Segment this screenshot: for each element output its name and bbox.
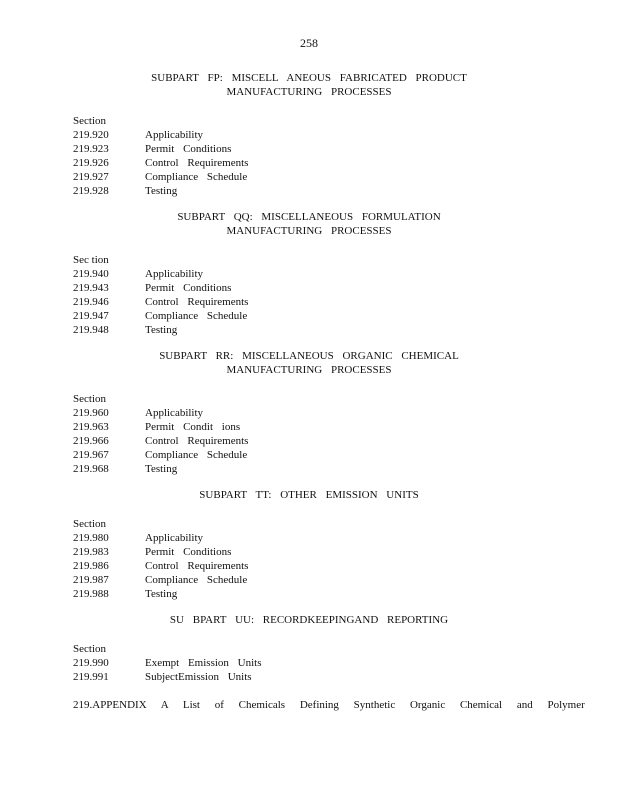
- section-entry: [73, 420, 593, 434]
- subpart-heading-line1: SUBPART FP: MISCELL ANEOUS FABRICATED PRODUCT: [151, 72, 467, 84]
- section-title: Permit Conditions: [145, 282, 232, 294]
- subpart-heading-line2: MANUFACTURING PROCESSES: [226, 225, 392, 237]
- subpart-heading-line1: SUBPART RR: MISCELLANEOUS ORGANIC CHEMICAL: [159, 350, 459, 362]
- section-entry: [73, 462, 593, 476]
- section-label: Section: [73, 643, 106, 655]
- section-title: Testing: [145, 324, 178, 336]
- section-title: Compliance Schedule: [145, 449, 248, 461]
- section-number: 219.923: [73, 143, 109, 155]
- subpart-heading-line1: SU BPART UU: RECORDKEEPINGAND REPORTING: [169, 614, 449, 626]
- section-entry: [73, 448, 593, 462]
- section-title: Exempt Emission Units: [145, 657, 262, 669]
- subpart-uu-heading: [0, 613, 618, 627]
- section-number: 219.991: [73, 671, 109, 683]
- section-entry: [73, 128, 593, 142]
- subpart-tt-sections: [73, 517, 593, 601]
- page-number: 258: [300, 36, 318, 50]
- section-title: Testing: [145, 463, 178, 475]
- section-number: 219.920: [73, 129, 109, 141]
- section-number: 219.968: [73, 463, 109, 475]
- section-entry: [73, 170, 593, 184]
- section-title: Compliance Schedule: [145, 310, 248, 322]
- section-entry: [73, 531, 593, 545]
- section-title: Control Requirements: [145, 435, 249, 447]
- appendix-entry: 219.APPENDIX A List of Chemicals Defining Synthetic Organic Chemical and Polymer: [73, 699, 585, 711]
- section-entry: [73, 656, 593, 670]
- subpart-fp-sections: [73, 114, 593, 198]
- section-label: Sec tion: [73, 254, 109, 266]
- section-entry: [73, 587, 593, 601]
- section-title: Permit Conditions: [145, 143, 232, 155]
- section-title: Testing: [145, 588, 178, 600]
- section-entry: [73, 545, 593, 559]
- section-label: Section: [73, 518, 106, 530]
- section-entry: [73, 670, 593, 684]
- section-number: 219.946: [73, 296, 109, 308]
- section-number: 219.990: [73, 657, 109, 669]
- section-entry: [73, 406, 593, 420]
- subpart-qq-sections: [73, 253, 593, 337]
- section-title: Applicability: [145, 268, 204, 280]
- section-number: 219.966: [73, 435, 109, 447]
- subpart-rr-sections: [73, 392, 593, 476]
- subpart-uu-sections: [73, 642, 593, 684]
- section-entry: [73, 559, 593, 573]
- section-number: 219.928: [73, 185, 109, 197]
- section-number: 219.943: [73, 282, 109, 294]
- section-title: Control Requirements: [145, 157, 249, 169]
- section-title: Applicability: [145, 407, 204, 419]
- section-number: 219.963: [73, 421, 109, 433]
- section-label: Section: [73, 115, 106, 127]
- section-entry: [73, 295, 593, 309]
- section-number: 219.986: [73, 560, 109, 572]
- section-title: Permit Condit ions: [145, 421, 241, 433]
- section-number: 219.926: [73, 157, 109, 169]
- subpart-rr-heading: [0, 349, 618, 377]
- section-title: Control Requirements: [145, 296, 249, 308]
- section-entry: [73, 434, 593, 448]
- section-number: 219.948: [73, 324, 109, 336]
- subpart-fp-heading: [0, 71, 618, 99]
- section-entry: [73, 142, 593, 156]
- section-title: Applicability: [145, 532, 204, 544]
- subpart-tt-heading: [0, 488, 618, 502]
- section-title: Control Requirements: [145, 560, 249, 572]
- section-entry: [73, 573, 593, 587]
- section-entry: [73, 281, 593, 295]
- section-title: Testing: [145, 185, 178, 197]
- section-number: 219.987: [73, 574, 109, 586]
- section-number: 219.988: [73, 588, 109, 600]
- section-entry: [73, 309, 593, 323]
- section-number: 219.967: [73, 449, 109, 461]
- section-entry: [73, 267, 593, 281]
- section-number: 219.980: [73, 532, 109, 544]
- subpart-heading-line1: SUBPART TT: OTHER EMISSION UNITS: [199, 489, 419, 501]
- section-number: 219.960: [73, 407, 109, 419]
- section-label: Section: [73, 393, 106, 405]
- section-number: 219.927: [73, 171, 109, 183]
- section-title: Applicability: [145, 129, 204, 141]
- section-entry: [73, 156, 593, 170]
- section-number: 219.940: [73, 268, 109, 280]
- section-number: 219.983: [73, 546, 109, 558]
- subpart-heading-line2: MANUFACTURING PROCESSES: [226, 364, 392, 376]
- subpart-qq-heading: [0, 210, 618, 238]
- subpart-heading-line1: SUBPART QQ: MISCELLANEOUS FORMULATION: [177, 211, 441, 223]
- section-number: 219.947: [73, 310, 109, 322]
- section-title: Compliance Schedule: [145, 171, 248, 183]
- subpart-heading-line2: MANUFACTURING PROCESSES: [226, 86, 392, 98]
- section-title: Permit Conditions: [145, 546, 232, 558]
- section-entry: [73, 323, 593, 337]
- section-title: SubjectEmission Units: [145, 671, 252, 683]
- section-entry: [73, 184, 593, 198]
- section-title: Compliance Schedule: [145, 574, 248, 586]
